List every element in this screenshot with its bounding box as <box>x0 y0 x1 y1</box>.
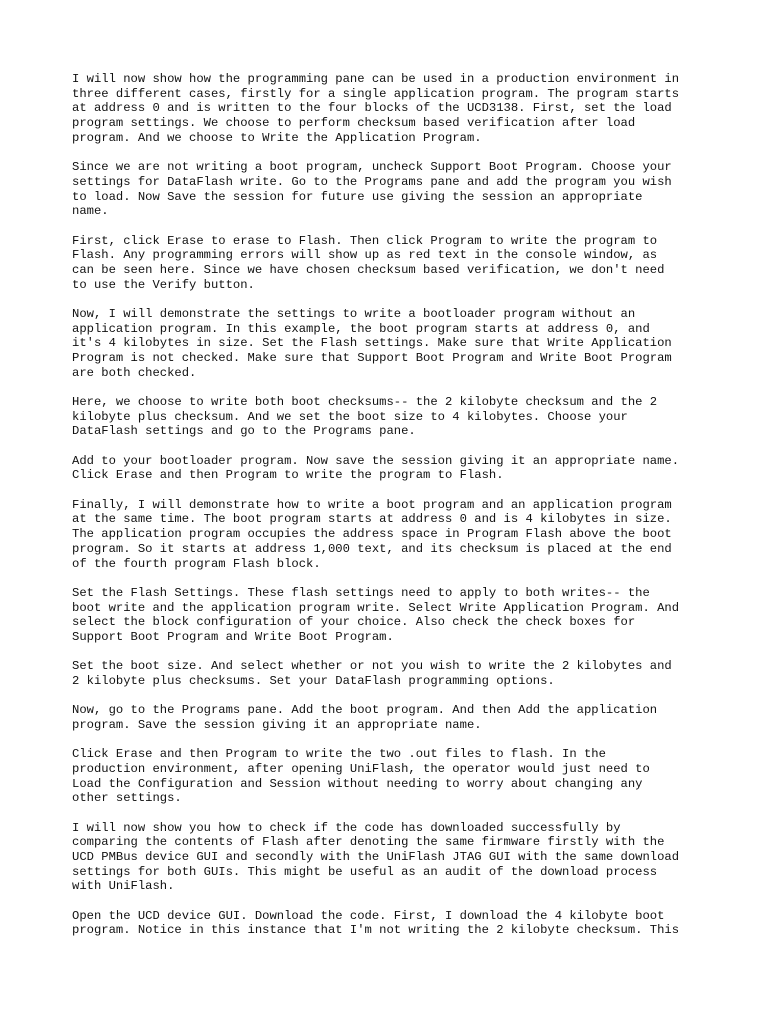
paragraph-12: I will now show you how to check if the code has downloaded successfully by comparing the contents of Flash after denoting the same firmware firstly with the UCD PMBus device GUI and secondly with the UniFlash JTAG GUI with the same download settings for both GUIs. This might be useful as an audit of the download process with UniFlash. <box>72 820 680 894</box>
paragraph-3: First, click Erase to erase to Flash. Then click Program to write the program to Flash. Any programming errors will show up as red text in the console window, as can be seen here. Since we have chosen checksum based verification, we don't need to use the Verify button. <box>72 233 665 292</box>
paragraph-4: Now, I will demonstrate the settings to write a bootloader program without an application program. In this example, the boot program starts at address 0, and it's 4 kilobytes in size. Set the Flash settings. Make sure that Write Application Program is not checked. Make sure that Support Boot Program and Write Boot Program are both checked. <box>72 306 672 380</box>
paragraph-11: Click Erase and then Program to write the two .out files to flash. In the production environment, after opening UniFlash, the operator would just need to Load the Configuration and Session without needing to worry about changing any other settings. <box>72 747 650 806</box>
paragraph-1: I will now show how the programming pane can be used in a production environment in three different cases, firstly for a single application program. The program starts at address 0 and is written to the four blocks of the UCD3138. First, set the load program settings. We choose to perform checksum based verification after load program. And we choose to Write the Application Program. <box>72 72 680 145</box>
paragraph-7: Finally, I will demonstrate how to write a boot program and an application program at the same time. The boot program starts at address 0 and is 4 kilobytes in size. The application program occupies the address space in Program Flash above the boot program. So it starts at address 1,000 text, and its checksum is placed at the end of the fourth program Flash block. <box>72 497 672 571</box>
paragraph-8: Set the Flash Settings. These flash settings need to apply to both writes-- the boot write and the application program write. Select Write Application Program. And select the block configuration of your choice. Also check the check boxes for Support Boot Program and Write Boot Program. <box>72 585 680 644</box>
paragraph-5: Here, we choose to write both boot checksums-- the 2 kilobyte checksum and the 2 kilobyte plus checksum. And we set the boot size to 4 kilobytes. Choose your DataFlash settings and go to the Programs pane. <box>72 395 658 439</box>
paragraph-13: Open the UCD device GUI. Download the code. First, I download the 4 kilobyte boot program. Notice in this instance that I'm not writing the 2 kilobyte checksum. This <box>72 908 680 938</box>
paragraph-9: Set the boot size. And select whether or not you wish to write the 2 kilobytes and 2 kilobyte plus checksums. Set your DataFlash programming options. <box>72 659 672 688</box>
paragraph-2: Since we are not writing a boot program, uncheck Support Boot Program. Choose your settings for DataFlash write. Go to the Programs pane and add the program you wish to load. Now Save the session for future use giving the session an appropriate name. <box>72 160 672 219</box>
document-body <box>72 72 712 953</box>
paragraph-6: Add to your bootloader program. Now save the session giving it an appropriate name. Click Erase and then Program to write the program to Flash. <box>72 453 680 483</box>
paragraph-10: Now, go to the Programs pane. Add the boot program. And then Add the application program. Save the session giving it an appropriate name. <box>72 703 658 732</box>
